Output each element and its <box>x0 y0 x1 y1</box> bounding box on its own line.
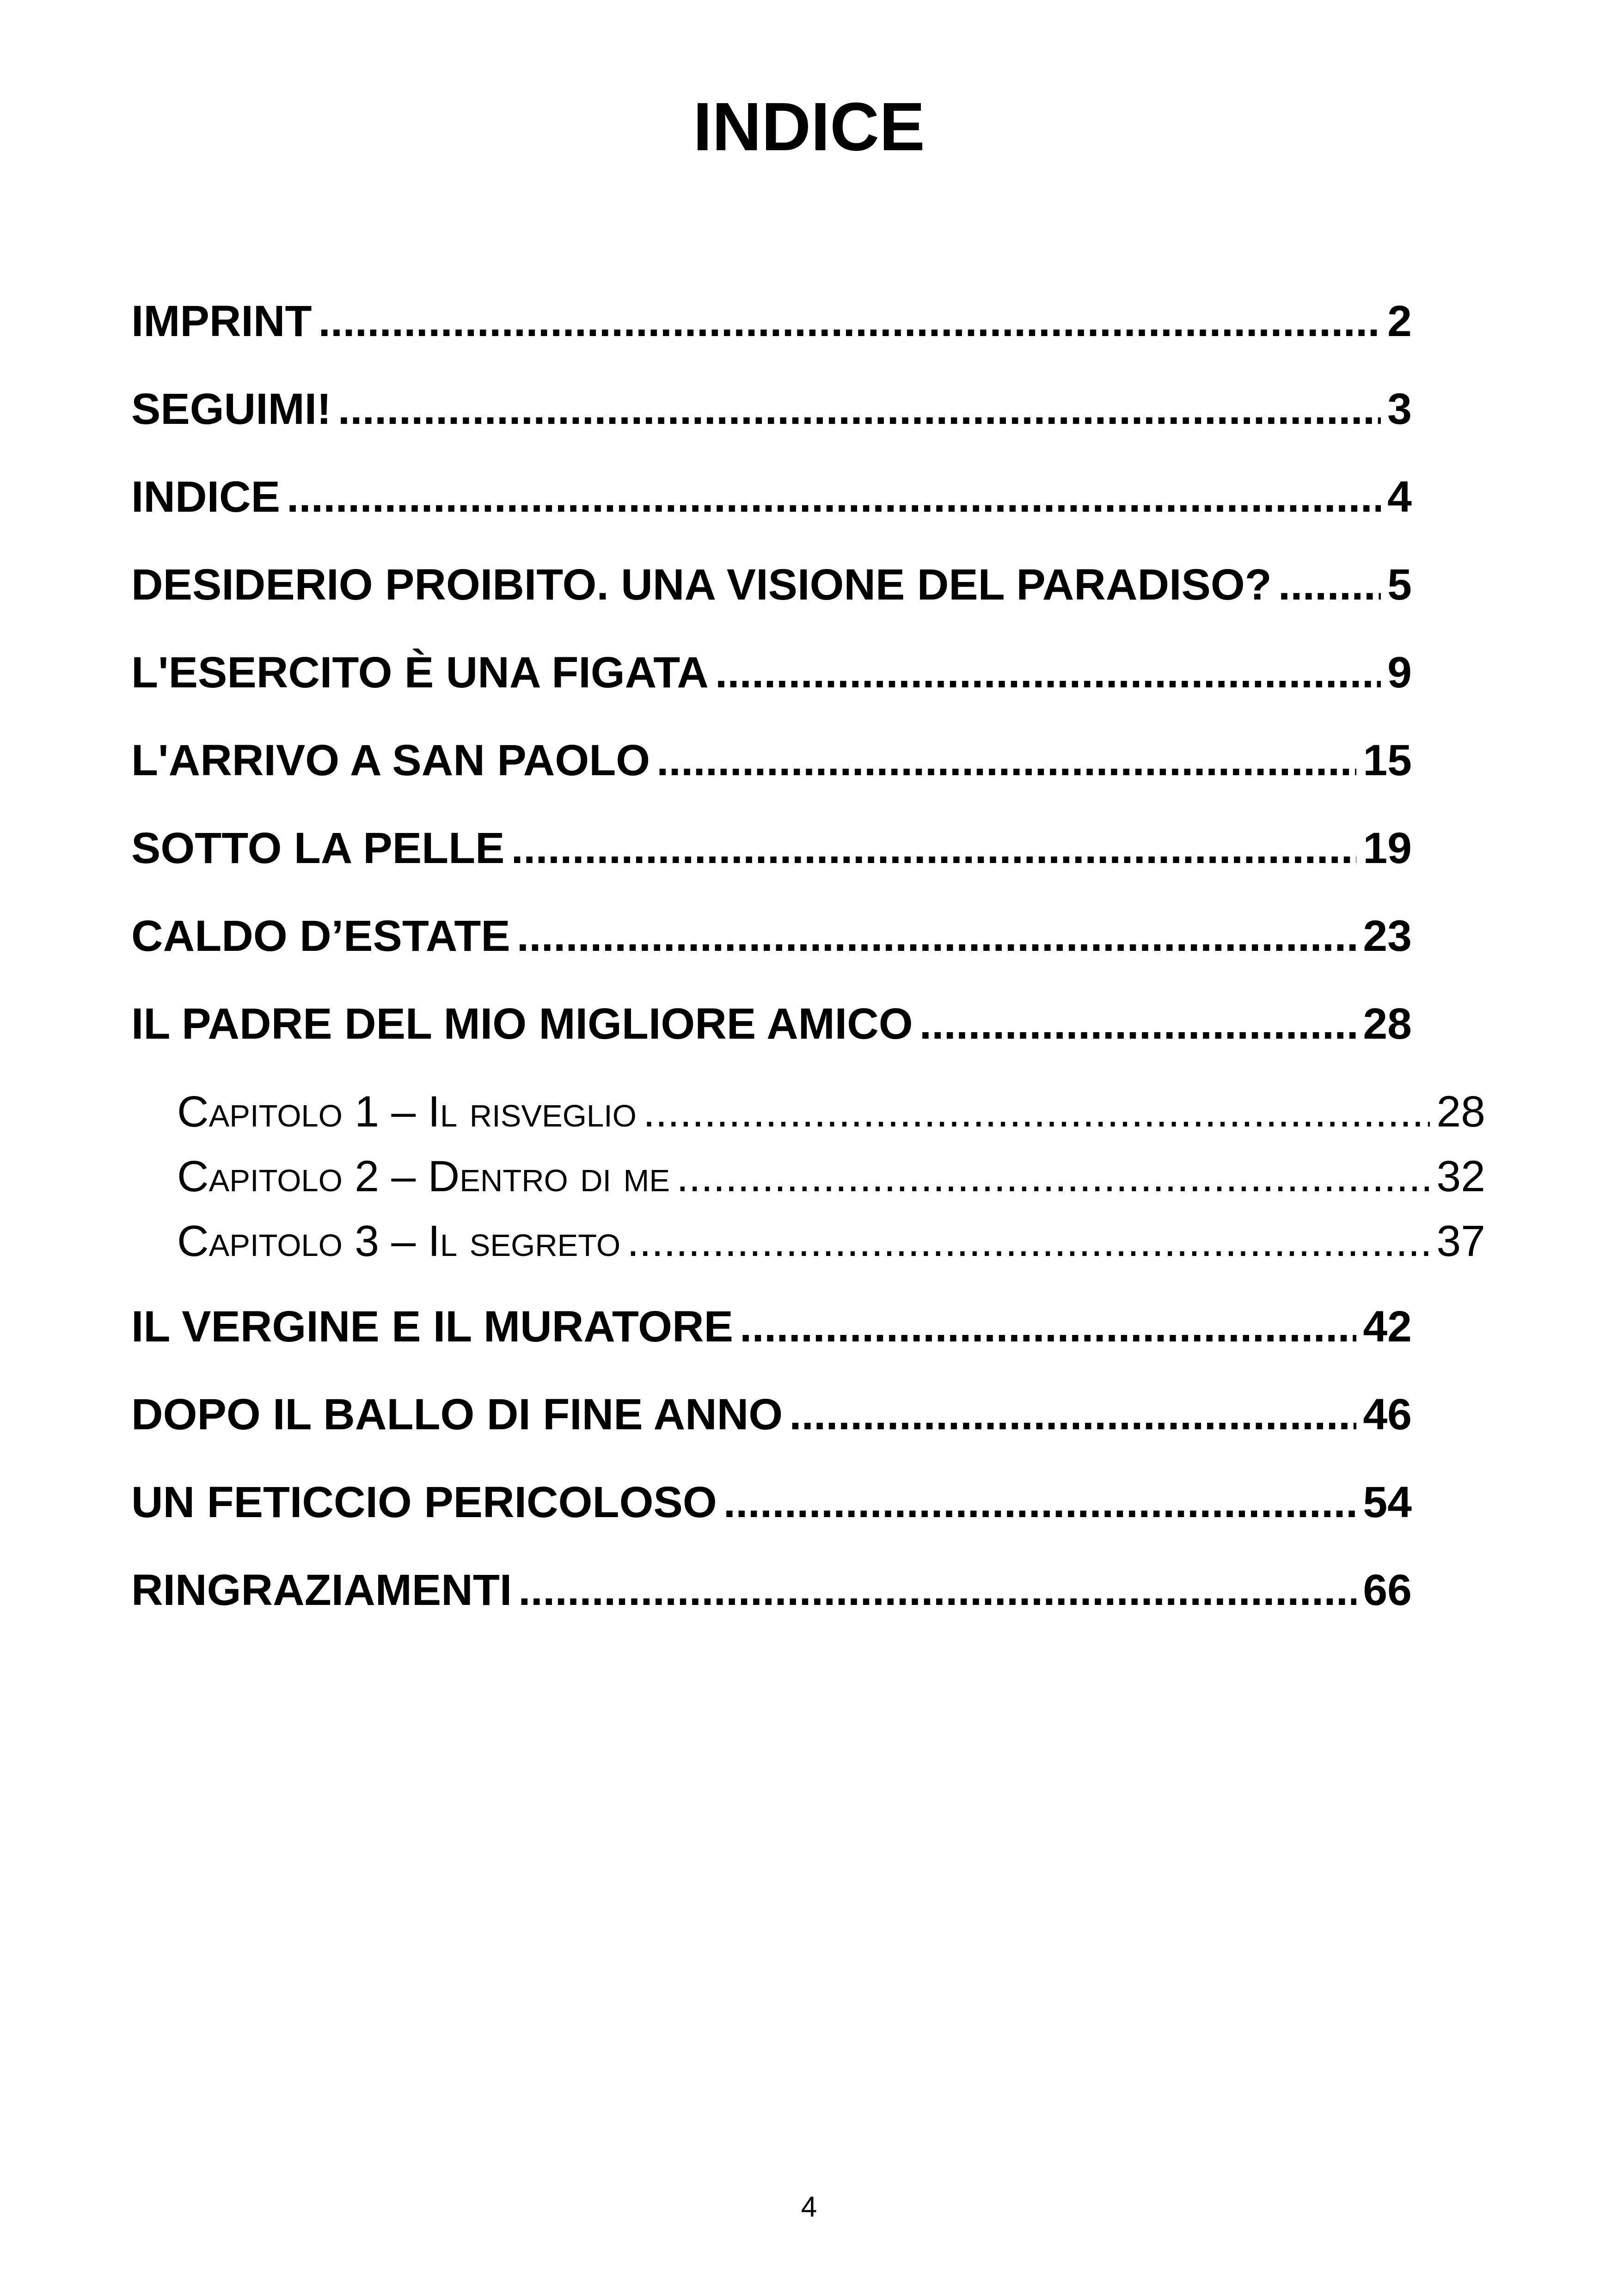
dot-leader <box>627 1213 1430 1269</box>
toc-entry-esercito[interactable] <box>131 643 1412 703</box>
dot-leader <box>656 730 1356 790</box>
toc-subentry-capitolo-2[interactable] <box>177 1149 1485 1204</box>
toc-subentry-capitolo-3[interactable] <box>177 1213 1485 1269</box>
toc-entry-page: 9 <box>1387 648 1412 697</box>
page-number: 4 <box>801 2191 817 2223</box>
toc-entry-page: 2 <box>1387 297 1412 346</box>
toc-subentry-capitolo-1[interactable] <box>177 1084 1485 1139</box>
toc-entry-page: 5 <box>1387 560 1412 609</box>
dot-leader <box>319 291 1381 351</box>
toc-entry-page: 66 <box>1363 1566 1412 1615</box>
toc-subentry-label: Capitolo 2 – Dentro di me <box>177 1152 670 1201</box>
toc-entry-label: SOTTO LA PELLE <box>131 824 505 873</box>
toc-subentry-page: 28 <box>1436 1087 1485 1136</box>
toc-entry-label: IL PADRE DEL MIO MIGLIORE AMICO <box>131 999 913 1048</box>
toc-entry-caldo-destate[interactable] <box>131 906 1412 966</box>
dot-leader <box>518 1560 1356 1620</box>
toc-subentry-page: 37 <box>1436 1217 1485 1266</box>
dot-leader <box>287 467 1381 527</box>
toc-entry-label: IL VERGINE E IL MURATORE <box>131 1302 734 1351</box>
toc-entry-imprint[interactable] <box>131 291 1412 351</box>
toc-entry-label: UN FETICCIO PERICOLOSO <box>131 1478 717 1527</box>
toc-entry-label: DOPO IL BALLO DI FINE ANNO <box>131 1390 783 1439</box>
toc-entry-label: L'ARRIVO A SAN PAOLO <box>131 736 650 785</box>
toc-entry-arrivo-san-paolo[interactable] <box>131 730 1412 790</box>
toc-entry-label: IMPRINT <box>131 297 312 346</box>
dot-leader <box>723 1472 1357 1532</box>
toc-entry-page: 54 <box>1363 1478 1412 1527</box>
toc-subentry-page: 32 <box>1436 1152 1485 1201</box>
dot-leader <box>511 818 1357 878</box>
toc-entry-page: 4 <box>1387 472 1412 521</box>
page-title: INDICE <box>693 89 925 165</box>
toc-entry-page: 19 <box>1363 824 1412 873</box>
toc-entry-page: 23 <box>1363 912 1412 961</box>
toc-entry-seguimi[interactable] <box>131 379 1412 439</box>
toc-entry-label: INDICE <box>131 472 280 521</box>
toc-entry-ballo-fine-anno[interactable] <box>131 1384 1412 1445</box>
toc-entry-padre-migliore-amico[interactable] <box>131 994 1412 1054</box>
toc-entry-vergine-muratore[interactable] <box>131 1297 1412 1357</box>
dot-leader <box>715 643 1381 703</box>
toc-entry-page: 15 <box>1363 736 1412 785</box>
toc-entry-page: 3 <box>1387 385 1412 434</box>
toc-entry-page: 46 <box>1363 1390 1412 1439</box>
toc-entry-page: 42 <box>1363 1302 1412 1351</box>
toc-entry-label: RINGRAZIAMENTI <box>131 1566 512 1615</box>
dot-leader <box>517 906 1357 966</box>
toc-entry-feticcio-pericoloso[interactable] <box>131 1472 1412 1532</box>
toc-entry-ringraziamenti[interactable] <box>131 1560 1412 1620</box>
dot-leader <box>789 1384 1356 1445</box>
dot-leader <box>676 1149 1430 1204</box>
toc-entry-desiderio-proibito[interactable] <box>131 555 1412 615</box>
dot-leader <box>919 994 1357 1054</box>
toc-subentry-label: Capitolo 3 – Il segreto <box>177 1217 621 1266</box>
toc-entry-label: DESIDERIO PROIBITO. UNA VISIONE DEL PARADISO? <box>131 560 1272 609</box>
toc-entry-label: CALDO D’ESTATE <box>131 912 510 961</box>
toc-entry-sotto-la-pelle[interactable] <box>131 818 1412 878</box>
toc-entry-indice[interactable] <box>131 467 1412 527</box>
dot-leader <box>338 379 1381 439</box>
toc-entry-label: SEGUIMI! <box>131 385 331 434</box>
toc-entry-page: 28 <box>1363 999 1412 1048</box>
toc-subentry-label: Capitolo 1 – Il risveglio <box>177 1087 637 1136</box>
dot-leader <box>740 1297 1356 1357</box>
toc-entry-label: L'ESERCITO È UNA FIGATA <box>131 648 709 697</box>
dot-leader <box>643 1084 1430 1139</box>
dot-leader <box>1278 555 1381 615</box>
